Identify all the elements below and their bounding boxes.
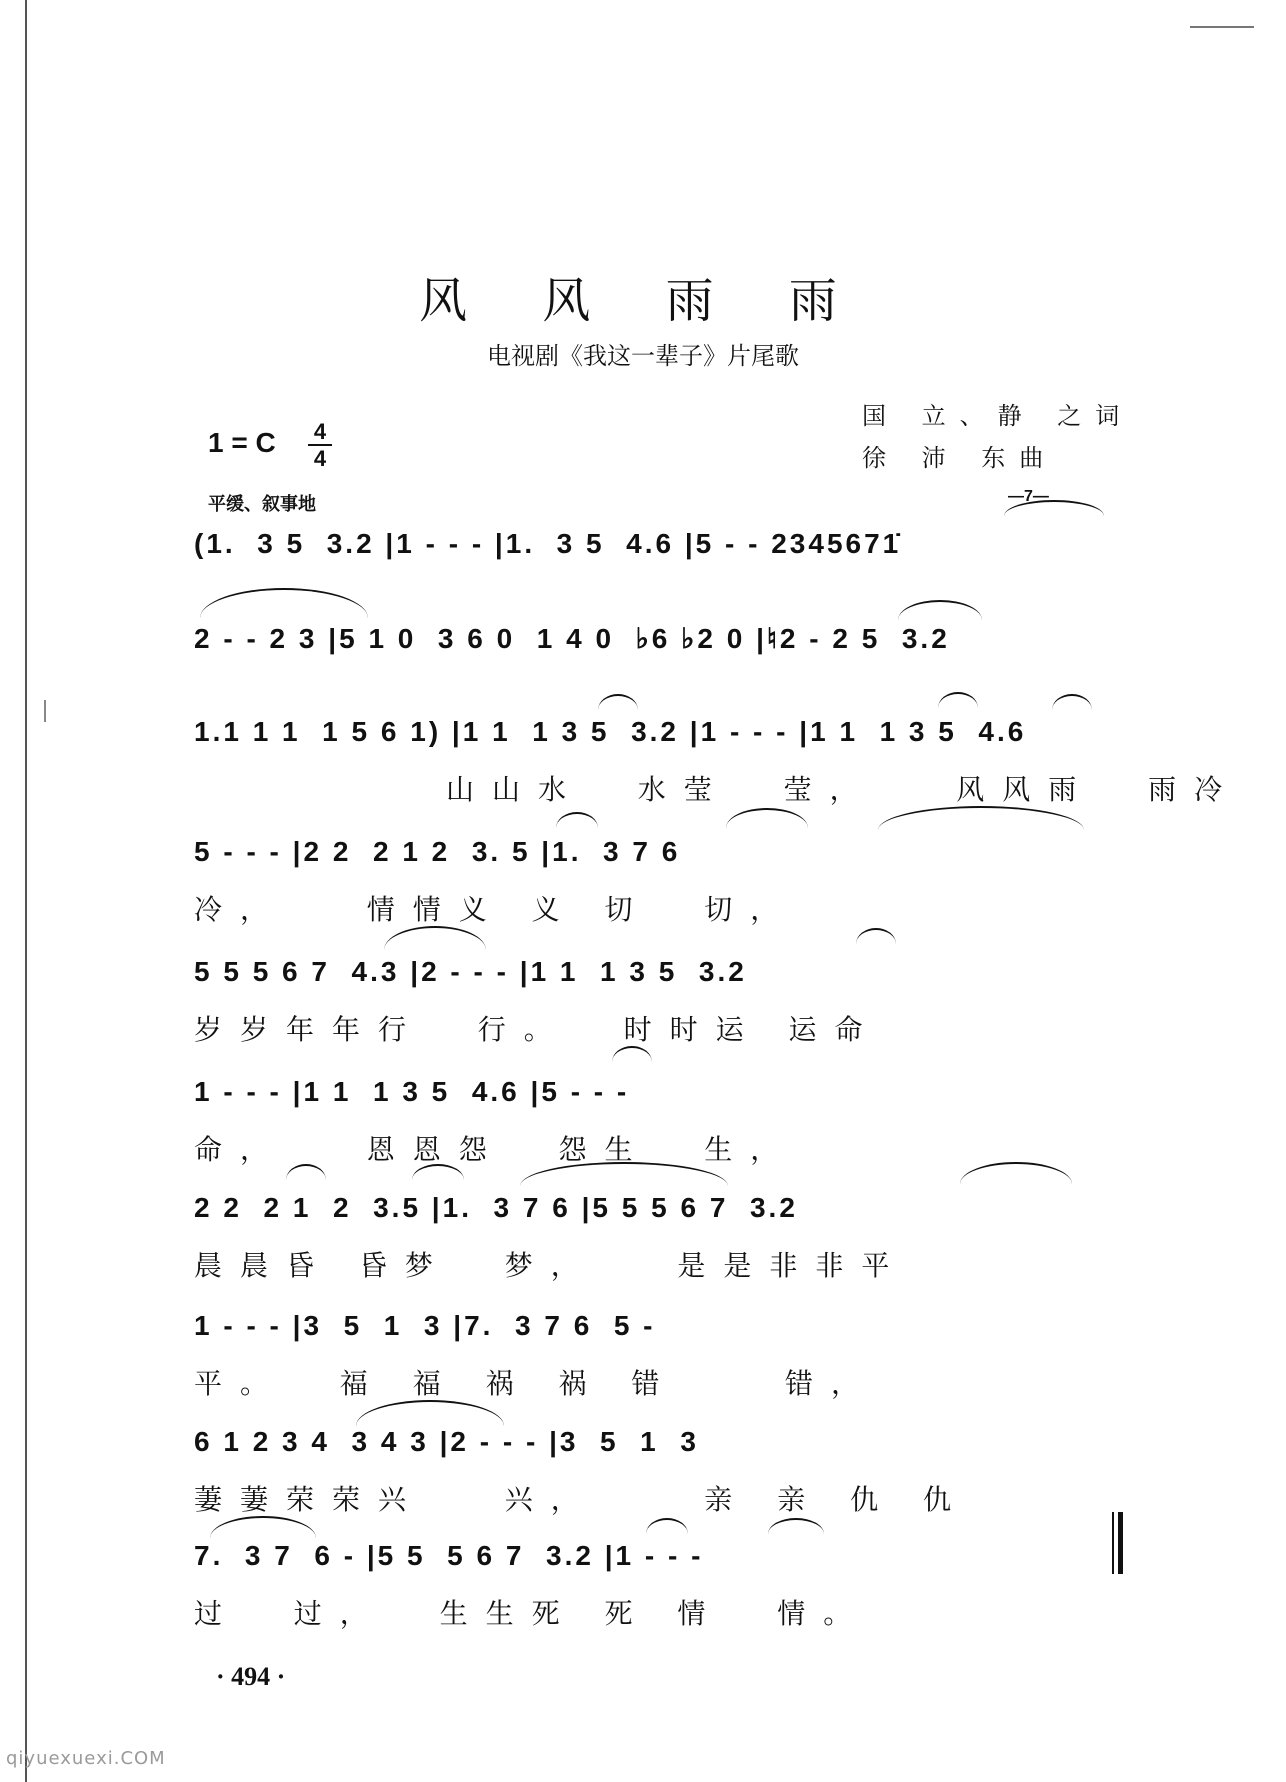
slur (646, 1518, 688, 1534)
slur (556, 812, 598, 828)
slur (768, 1518, 824, 1534)
lyricist-credit: 国 立、静 之词 (862, 402, 1134, 430)
slur (878, 806, 1084, 830)
notation-row-6: 1 - - - |1 1 1 3 5 4.6 |5 - - - (194, 1076, 630, 1107)
lyrics-row-6: 命， 恩恩怨 怨生 生， (194, 1133, 797, 1166)
slur (960, 1162, 1072, 1184)
song-title: 风 风 雨 雨 (419, 273, 867, 329)
notation-row-3: 1.1 1 1 1 5 6 1) |1 1 1 3 5 3.2 |1 - - - |1 1 1 3 5 4.6 (194, 716, 1027, 747)
tempo-marking: 平缓、叙事地 (208, 494, 316, 515)
time-signature-bottom: 4 (313, 446, 327, 471)
notation-row-1: (1. 3 5 3.2 |1 - - - |1. 3 5 4.6 |5 - - 2345671̇ (194, 528, 902, 559)
tuplet-marking: —7— (1008, 488, 1049, 505)
notation-row-10: 7. 3 7 6 - |5 5 5 6 7 3.2 |1 - - - (194, 1540, 704, 1571)
notation-row-9: 6 1 2 3 4 3 4 3 |2 - - - |3 5 1 3 (194, 1426, 699, 1457)
time-signature-top: 4 (313, 419, 327, 444)
slur (726, 808, 808, 828)
slur (384, 926, 486, 950)
slur (938, 692, 978, 708)
final-barline-thick (1118, 1512, 1123, 1574)
composer-credit: 徐 沛 东曲 (862, 444, 1058, 472)
watermark-text: qiyuexuexi.COM (6, 1748, 166, 1769)
lyrics-row-4: 冷， 情情义 义 切 切， (194, 893, 797, 926)
lyrics-row-10: 过 过， 生生死 死 情 情。 (194, 1597, 870, 1630)
key-signature: 1 = C (208, 427, 276, 458)
notation-row-8: 1 - - - |3 5 1 3 |7. 3 7 6 5 - (194, 1310, 656, 1341)
song-subtitle: 电视剧《我这一辈子》片尾歌 (487, 342, 799, 370)
slur (356, 1400, 504, 1426)
lyrics-row-9: 萋萋荣荣兴 兴， 亲 亲 仇 仇 (194, 1483, 970, 1516)
lyrics-row-5: 岁岁年年行 行。 时时运 运命 (194, 1013, 881, 1046)
slur (612, 1046, 652, 1062)
slur (200, 588, 368, 618)
lyrics-row-7: 晨晨昏 昏梦 梦， 是是非非平 (194, 1249, 908, 1282)
final-barline-thin (1112, 1512, 1114, 1574)
scan-tick-left (44, 700, 46, 722)
slur (856, 928, 896, 944)
slur (598, 694, 638, 710)
lyrics-row-8: 平。 福 福 祸 祸 错 错， (194, 1367, 878, 1400)
notation-row-7: 2 2 2 1 2 3.5 |1. 3 7 6 |5 5 5 6 7 3.2 (194, 1192, 798, 1223)
notation-row-5: 5 5 5 6 7 4.3 |2 - - - |1 1 1 3 5 3.2 (194, 956, 747, 987)
lyrics-row-3: 山山水 水莹 莹， 风风雨 雨冷 (446, 773, 1241, 806)
page-number: · 494 · (216, 1662, 286, 1691)
scan-edge-top-right (1190, 26, 1254, 28)
slur (898, 600, 982, 620)
notation-row-2: 2 - - 2 3 |5 1 0 3 6 0 1 4 0 ♭6 ♭2 0 |♮2 - 2 5 3.2 (194, 623, 950, 654)
slur (210, 1516, 316, 1538)
slur (1052, 694, 1092, 710)
notation-row-4: 5 - - - |2 2 2 1 2 3. 5 |1. 3 7 6 (194, 836, 681, 867)
